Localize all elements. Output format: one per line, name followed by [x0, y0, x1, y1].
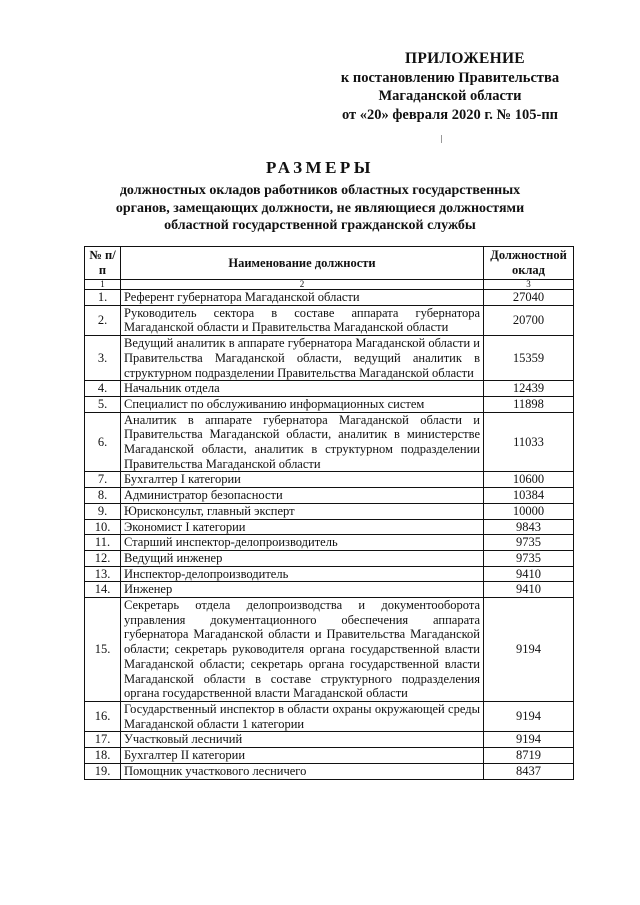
document-title: РАЗМЕРЫ — [266, 158, 374, 177]
position-name: Референт губернатора Магаданской области — [121, 290, 484, 306]
row-number: 7. — [85, 472, 121, 488]
row-number: 15. — [85, 598, 121, 702]
table-row — [85, 763, 574, 779]
position-name: Ведущий инженер — [121, 550, 484, 566]
salary-value: 9194 — [484, 732, 574, 748]
table-row — [85, 535, 574, 551]
salary-value: 12439 — [484, 381, 574, 397]
table-body — [85, 290, 574, 780]
salary-value: 9410 — [484, 582, 574, 598]
salary-value: 9410 — [484, 566, 574, 582]
scan-mark — [441, 135, 442, 143]
table-index-row — [85, 280, 574, 290]
position-name: Инженер — [121, 582, 484, 598]
position-name: Участковый лесничий — [121, 732, 484, 748]
position-name: Экономист I категории — [121, 519, 484, 535]
table-row — [85, 582, 574, 598]
salary-value: 27040 — [484, 290, 574, 306]
index-cell: 1 — [85, 280, 121, 290]
row-number: 5. — [85, 396, 121, 412]
table-row — [85, 732, 574, 748]
salary-value: 9735 — [484, 535, 574, 551]
position-name: Секретарь отдела делопроизводства и документооборота управления документационного обеспечения аппарата губернатора Магаданской области и Правительства Магаданской области; секретарь руководителя органа государственной власти Магаданской области; секретарь органа государственной власти Магаданской области в составе структурного подразделения органа государственной власти Магаданской области — [121, 598, 484, 702]
position-name: Бухгалтер II категории — [121, 748, 484, 764]
table-row — [85, 598, 574, 702]
position-name: Руководитель сектора в составе аппарата губернатора Магаданской области и Правительства Магаданской области — [121, 305, 484, 335]
row-number: 11. — [85, 535, 121, 551]
appendix-line-2: Магаданской области — [378, 88, 522, 104]
position-name: Ведущий аналитик в аппарате губернатора Магаданской области и Правительства Магаданской области, ведущий аналитик в структурном подразделении Правительства Магаданской области — [121, 336, 484, 381]
table-row — [85, 566, 574, 582]
position-name: Бухгалтер I категории — [121, 472, 484, 488]
table-row — [85, 472, 574, 488]
appendix-block — [300, 50, 600, 124]
appendix-heading: ПРИЛОЖЕНИЕ — [405, 50, 525, 67]
row-number: 16. — [85, 701, 121, 731]
table-row — [85, 748, 574, 764]
salary-value: 8437 — [484, 763, 574, 779]
row-number: 14. — [85, 582, 121, 598]
salary-value: 9194 — [484, 701, 574, 731]
table-header-row — [85, 247, 574, 280]
table-row — [85, 701, 574, 731]
position-name: Специалист по обслуживанию информационных систем — [121, 396, 484, 412]
salary-value: 10000 — [484, 503, 574, 519]
subtitle-line-2: органов, замещающих должности, не являющиеся должностями — [115, 200, 525, 216]
subtitle-line-1: должностных окладов работников областных государственных — [119, 183, 521, 198]
position-name: Старший инспектор-делопроизводитель — [121, 535, 484, 551]
index-cell: 2 — [121, 280, 484, 290]
position-name: Начальник отдела — [121, 381, 484, 397]
position-name: Государственный инспектор в области охраны окружающей среды Магаданской области 1 категории — [121, 701, 484, 731]
table-row — [85, 412, 574, 472]
row-number: 9. — [85, 503, 121, 519]
row-number: 8. — [85, 488, 121, 504]
table-row — [85, 305, 574, 335]
salary-value: 8719 — [484, 748, 574, 764]
position-name: Инспектор-делопроизводитель — [121, 566, 484, 582]
salary-value: 10600 — [484, 472, 574, 488]
row-number: 2. — [85, 305, 121, 335]
row-number: 17. — [85, 732, 121, 748]
salary-value: 9735 — [484, 550, 574, 566]
position-name: Юрисконсульт, главный эксперт — [121, 503, 484, 519]
salary-value: 20700 — [484, 305, 574, 335]
row-number: 18. — [85, 748, 121, 764]
salary-value: 11898 — [484, 396, 574, 412]
row-number: 1. — [85, 290, 121, 306]
header-name: Наименование должности — [121, 247, 484, 280]
table-row — [85, 503, 574, 519]
table-row — [85, 488, 574, 504]
index-cell: 3 — [484, 280, 574, 290]
table-row — [85, 336, 574, 381]
position-name: Помощник участкового лесничего — [121, 763, 484, 779]
appendix-line-1: к постановлению Правительства — [340, 69, 560, 86]
table-row — [85, 290, 574, 306]
table-row — [85, 519, 574, 535]
salary-value: 9843 — [484, 519, 574, 535]
row-number: 10. — [85, 519, 121, 535]
row-number: 3. — [85, 336, 121, 381]
header-salary: Должностной оклад — [484, 247, 574, 280]
position-name: Администратор безопасности — [121, 488, 484, 504]
salary-value: 9194 — [484, 598, 574, 702]
header-num: № п/п — [85, 247, 121, 280]
row-number: 13. — [85, 566, 121, 582]
table-row — [85, 381, 574, 397]
row-number: 19. — [85, 763, 121, 779]
position-name: Аналитик в аппарате губернатора Магаданской области и Правительства Магаданской области, аналитик в министерстве Магаданской области, аналитик в структурном подразделении Правительства Магаданской области — [121, 412, 484, 472]
table-row — [85, 396, 574, 412]
salary-table — [84, 246, 574, 780]
row-number: 4. — [85, 381, 121, 397]
row-number: 6. — [85, 412, 121, 472]
subtitle-line-3: областной государственной гражданской службы — [164, 218, 476, 233]
salary-value: 11033 — [484, 412, 574, 472]
document-subtitle — [80, 182, 560, 235]
appendix-line-3: от «20» февраля 2020 г. № 105-пп — [341, 106, 559, 123]
row-number: 12. — [85, 550, 121, 566]
table-row — [85, 550, 574, 566]
salary-value: 10384 — [484, 488, 574, 504]
salary-value: 15359 — [484, 336, 574, 381]
